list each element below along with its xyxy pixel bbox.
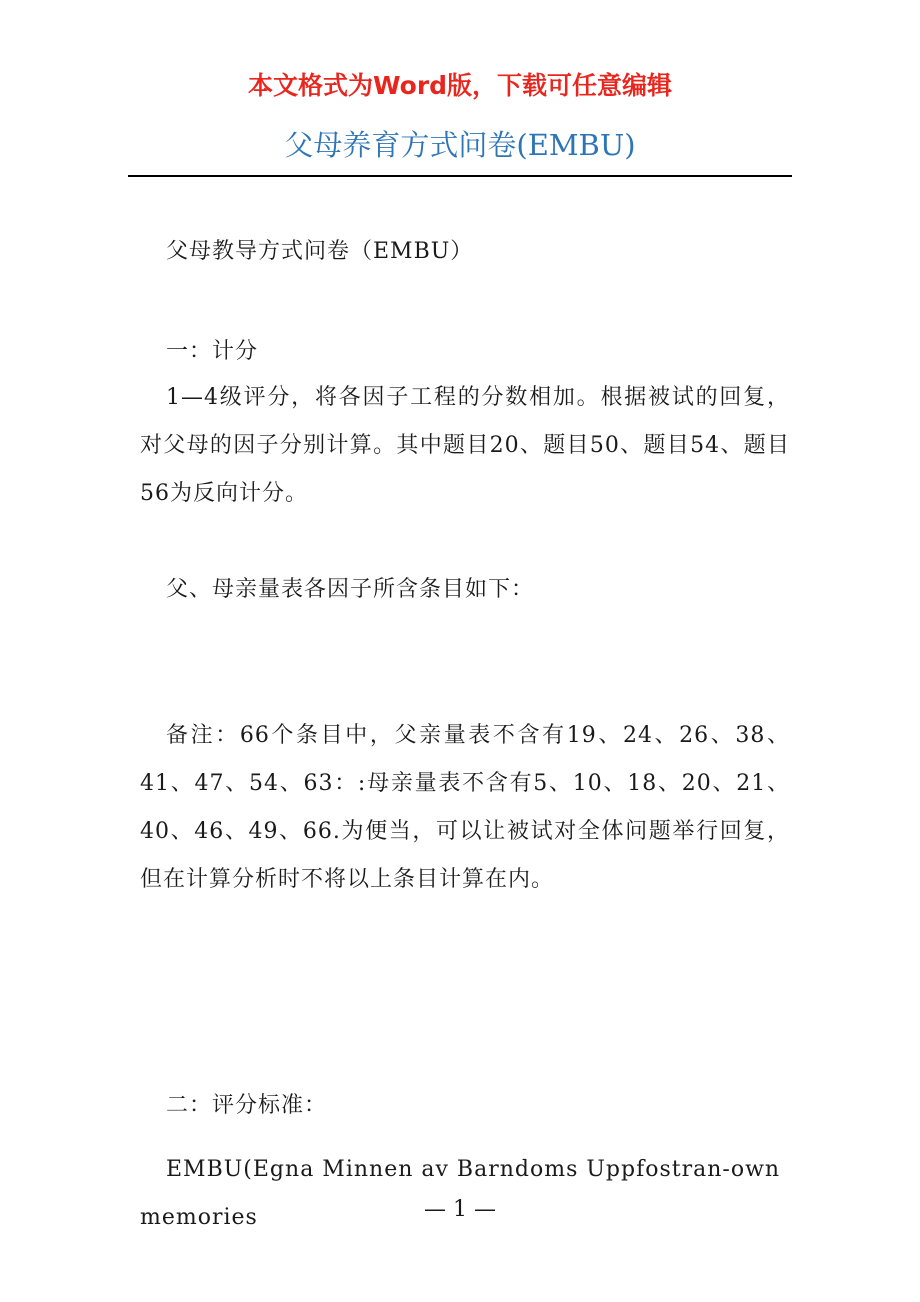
title-divider: [128, 175, 792, 177]
heading-paragraph: [140, 228, 790, 276]
section2-heading: [140, 1082, 790, 1130]
scales-text: 父、母亲量表各因子所含条目如下：: [166, 577, 535, 602]
download-banner: 本文格式为Word版，下载可任意编辑: [247, 71, 673, 100]
section1-text: 一：计分: [166, 339, 259, 364]
document-title: 父母养育方式问卷(EMBU): [284, 128, 636, 162]
scoring-text: 1—4级评分，将各因子工程的分数相加。根据被试的回复，对父母的因子分别计算。其中题目20、题目50、题目54、题目56为反向计分。: [140, 385, 790, 506]
heading-text: 父母教导方式问卷（EMBU）: [166, 239, 474, 264]
section2-text: 二：评分标准：: [166, 1093, 328, 1118]
note-text: 备注：66个条目中，父亲量表不含有19、24、26、38、41、47、54、63：:母亲量表不含有5、10、18、20、21、40、46、49、66.为便当，可以让被试对全体问题举行回复，但在计算分析时不将以上条目计算在内。: [140, 723, 790, 892]
scoring-paragraph: [140, 374, 790, 518]
page-number: — 1 —: [424, 1197, 496, 1222]
scales-paragraph: [140, 566, 790, 614]
section1-heading: [140, 328, 790, 376]
embu-text: EMBU(Egna Minnen av Barndoms Uppfostran-own memories: [140, 1157, 781, 1230]
note-paragraph: [140, 712, 790, 904]
